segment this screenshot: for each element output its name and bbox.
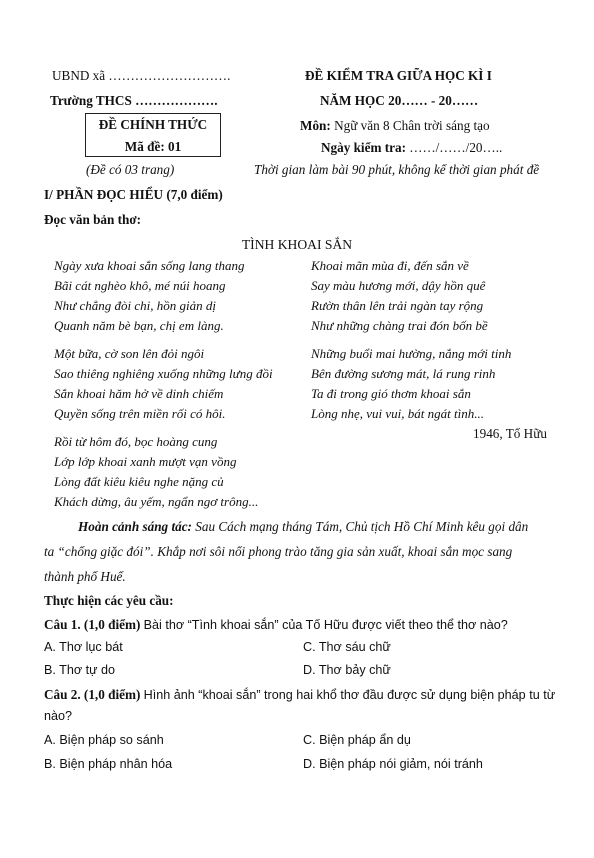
section-intro: Đọc văn bản thơ: (44, 212, 142, 227)
poem-line: Sao thiêng nghiêng xuống những lưng đồi (54, 366, 273, 381)
option-a[interactable]: A. Thơ lục bát (44, 640, 123, 654)
option-b[interactable]: B. Thơ tự do (44, 663, 116, 677)
poem-line: Say màu hương mới, dậy hồn quê (311, 278, 486, 293)
option-d[interactable]: D. Biện pháp nói giảm, nói tránh (303, 757, 483, 771)
poem-line: Quyền sống trên miền rối có hôi. (54, 406, 226, 421)
date-value: ……/……/20….. (409, 140, 503, 155)
poem-signature: 1946, Tố Hữu (473, 426, 547, 441)
poem-line: Khách dừng, âu yếm, ngẩn ngơ trông... (54, 494, 259, 509)
question-2 (44, 687, 555, 703)
time-note: Thời gian làm bài 90 phút, không kể thời gian phát đề (254, 162, 540, 177)
poem-line: Rườn thân lên trải ngàn tay rộng (311, 298, 484, 313)
poem-line: Những buổi mai hường, nắng mới tinh (311, 346, 512, 361)
poem-line: Sắn khoai hăm hở về dinh chiếm (54, 386, 224, 401)
poem-line: Ngày xưa khoai sắn sống lang thang (54, 258, 245, 273)
subject-value: Ngữ văn 8 Chân trời sáng tạo (334, 118, 490, 133)
option-c[interactable]: C. Thơ sáu chữ (303, 640, 391, 654)
subject-label: Môn: (300, 118, 331, 133)
question-1 (44, 617, 508, 633)
ubnd-line: UBND xã ………………………. (52, 68, 231, 83)
option-c[interactable]: C. Biện pháp ẩn dụ (303, 733, 411, 747)
poem-line: Quanh năm bè bạn, chị em làng. (54, 318, 224, 333)
context-line-1 (78, 519, 528, 535)
poem-line: Bãi cát nghèo khô, mé núi hoang (54, 278, 226, 293)
poem-line: Như chẳng đòi chi, hồn giản dị (54, 298, 216, 313)
poem-line: Lòng nhẹ, vui vui, bát ngát tình... (311, 406, 484, 421)
context-line-2: ta “chống giặc đói”. Khắp nơi sôi nổi phong trào tăng gia sản xuất, khoai sắn mọc sang (44, 544, 513, 559)
question-text: Bài thơ “Tình khoai sắn” của Tố Hữu được viết theo thể thơ nào? (143, 618, 508, 632)
school-year: NĂM HỌC 20…… - 20…… (320, 93, 479, 108)
question-text-continued: nào? (44, 709, 73, 723)
poem-title: TÌNH KHOAI SẮN (241, 237, 353, 252)
official-label: ĐỀ CHÍNH THỨC (98, 117, 208, 132)
poem-line: Khoai mãn mùa đi, đến sắn về (311, 258, 469, 273)
poem-line: Bên đường sương mát, lá rung rinh (311, 366, 496, 381)
question-number: Câu 2. (1,0 điểm) (44, 687, 141, 702)
question-number: Câu 1. (1,0 điểm) (44, 617, 141, 632)
poem-line: Lòng đất kiêu kiêu nghe nặng củ (54, 474, 224, 489)
school-line: Trường THCS ………………. (50, 93, 218, 108)
context-text-1: Sau Cách mạng tháng Tám, Chủ tịch Hồ Chí Minh kêu gọi dân (195, 519, 529, 534)
date-label: Ngày kiểm tra: (321, 140, 406, 155)
option-d[interactable]: D. Thơ bảy chữ (303, 663, 391, 677)
section-heading: I/ PHẦN ĐỌC HIỂU (7,0 điểm) (44, 187, 223, 202)
poem-line: Như những chàng trai đón bốn bề (311, 318, 488, 333)
option-a[interactable]: A. Biện pháp so sánh (44, 733, 164, 747)
poem-line: Lớp lớp khoai xanh mượt vạn vồng (54, 454, 237, 469)
poem-line: Ta đi trong gió thơm khoai sắn (311, 386, 471, 401)
poem-line: Rồi từ hôm đó, bọc hoàng cung (54, 434, 218, 449)
poem-line: Một bữa, cờ son lên đỏi ngôi (54, 346, 205, 361)
exam-code: Mã đề: 01 (124, 139, 182, 154)
context-label: Hoàn cảnh sáng tác: (78, 519, 192, 534)
date-line (321, 140, 502, 156)
exam-title: ĐỀ KIỂM TRA GIỮA HỌC KÌ I (305, 68, 492, 83)
subject-line (300, 118, 490, 134)
pages-note: (Đề có 03 trang) (86, 162, 175, 177)
requirements-heading: Thực hiện các yêu cầu: (44, 593, 174, 608)
question-text: Hình ảnh “khoai sắn” trong hai khổ thơ đầu được sử dụng biện pháp tu từ (143, 688, 556, 702)
option-b[interactable]: B. Biện pháp nhân hóa (44, 757, 173, 771)
context-line-3: thành phố Huế. (44, 569, 126, 584)
